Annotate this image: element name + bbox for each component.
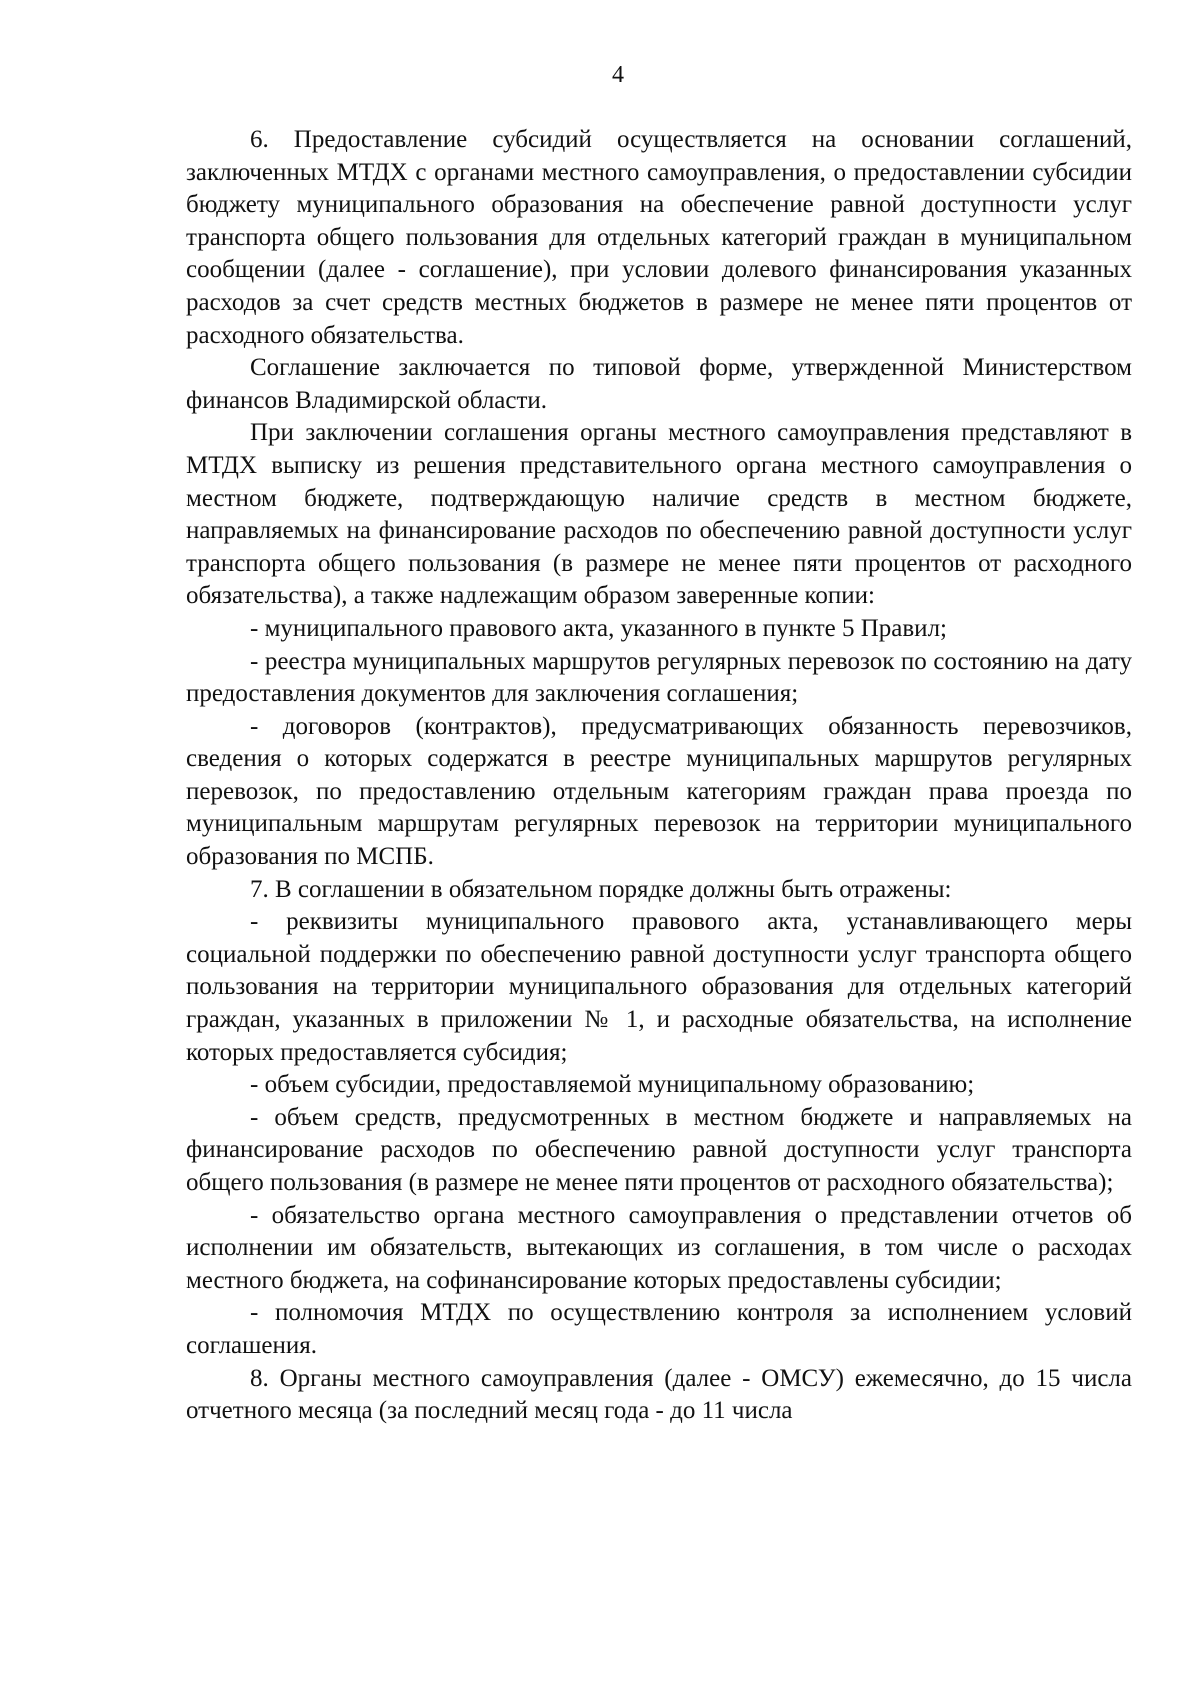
list-item-municipal-act: - муниципального правового акта, указанного в пункте 5 Правил; xyxy=(250,614,947,642)
paragraph-7-agreement-contents: 7. В соглашении в обязательном порядке должны быть отражены: xyxy=(250,875,952,903)
list-item-route-registry: - реестра муниципальных маршрутов регулярных перевозок по состоянию на дату предоставления документов для заключения соглашения; xyxy=(186,647,1132,708)
document-body xyxy=(186,124,1132,1428)
paragraph-agreement-documents: При заключении соглашения органы местного самоуправления представляют в МТДХ выписку из решения представительного органа местного самоуправления о местном бюджете, подтверждающую наличие средств в местном бюджете, направляемых на финансирование расходов по обеспечению равной доступности услуг транспорта общего пользования (в размере не менее пяти процентов от расходного обязательства), а также надлежащим образом заверенные копии: xyxy=(186,419,1132,610)
paragraph-8-omsu-monthly: 8. Органы местного самоуправления (далее - ОМСУ) ежемесячно, до 15 числа отчетного месяца (за последний месяц года - до 11 числа xyxy=(186,1364,1132,1425)
list-item-control-powers: - полномочия МТДХ по осуществлению контроля за исполнением условий соглашения. xyxy=(186,1299,1132,1359)
page-number: 4 xyxy=(612,62,624,88)
list-item-carrier-contracts: - договоров (контрактов), предусматривающих обязанность перевозчиков, сведения о которых содержатся в реестре муниципальных маршрутов регулярных перевозок, по предоставлению отдельным категориям граждан права проезда по муниципальным маршрутам регулярных перевозок на территории муниципального образования по МСПБ. xyxy=(186,712,1132,871)
list-item-subsidy-volume: - объем субсидии, предоставляемой муниципальному образованию; xyxy=(250,1071,975,1099)
list-item-legal-act-details: - реквизиты муниципального правового акта, устанавливающего меры социальной поддержки по обеспечению равной доступности услуг транспорта общего пользования на территории муниципального образования для отдельных категорий граждан, указанных в приложении № 1, и расходные обязательства, на исполнение которых предоставляется субсидия; xyxy=(186,908,1132,1066)
list-item-reporting-obligation: - обязательство органа местного самоуправления о представлении отчетов об исполнении им обязательств, вытекающих из соглашения, в том числе о расходах местного бюджета, на софинансирование которых предоставлены субсидии; xyxy=(186,1201,1132,1294)
list-item-local-budget-funds: - объем средств, предусмотренных в местном бюджете и направляемых на финансирование расходов по обеспечению равной доступности услуг транспорта общего пользования (в размере не менее пяти процентов от расходного обязательства); xyxy=(186,1103,1132,1196)
paragraph-agreement-form: Соглашение заключается по типовой форме, утвержденной Министерством финансов Владимирской области. xyxy=(186,354,1132,414)
paragraph-6-subsidy-basis: 6. Предоставление субсидий осуществляется на основании соглашений, заключенных МТДХ с органами местного самоуправления, о предоставлении субсидии бюджету муниципального образования на обеспечение равной доступности услуг транспорта общего пользования для отдельных категорий граждан в муниципальном сообщении (далее - соглашение), при условии долевого финансирования указанных расходов за счет средств местных бюджетов в размере не менее пяти процентов от расходного обязательства. xyxy=(186,126,1132,349)
